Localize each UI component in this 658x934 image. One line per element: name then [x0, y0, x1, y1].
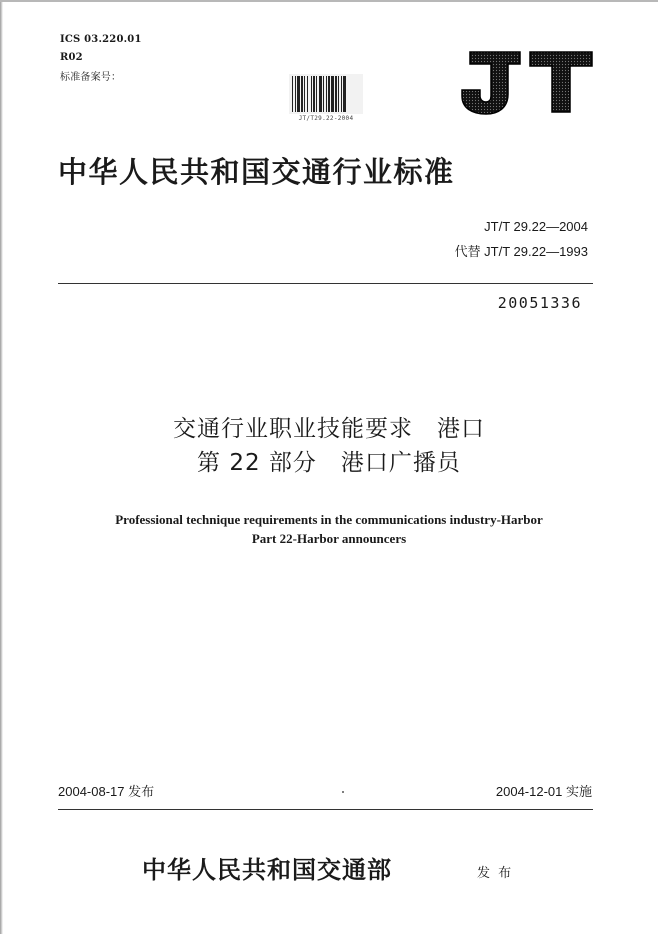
jt-logo: [456, 48, 598, 116]
replaces-standard: 代替 JT/T 29.22—1993: [454, 244, 588, 259]
issue-date: 2004-08-17 发布: [58, 784, 155, 799]
standard-category-title: 中华人民共和国交通行业标准: [58, 155, 455, 189]
barcode-caption: JT/T29.22-2004: [298, 115, 354, 122]
classification-code: R02: [60, 52, 83, 63]
scan-dot: [342, 791, 344, 793]
standard-number: JT/T 29.22—2004: [484, 219, 588, 234]
barcode-icon: [289, 74, 363, 114]
barcode: [289, 74, 363, 122]
english-title-line-1: Professional technique requirements in the communications industry-Harbor: [115, 512, 543, 527]
english-title-line-2: Part 22-Harbor announcers: [251, 531, 407, 546]
ics-code: ICS 03.220.01: [60, 34, 142, 45]
implementation-date: 2004-12-01 实施: [495, 784, 592, 799]
registration-number: 20051336: [497, 294, 582, 312]
filing-number-label: 标准备案号：: [60, 72, 122, 83]
issuing-authority: 中华人民共和国交通部: [142, 855, 392, 884]
divider-bottom: [58, 809, 593, 810]
divider-top: [58, 283, 593, 284]
chinese-title-line-2: 第 22 部分 港口广播员: [197, 450, 461, 476]
chinese-title-line-1: 交通行业职业技能要求 港口: [173, 416, 485, 442]
issuing-suffix: 发 布: [477, 866, 514, 881]
scan-edge-top: [0, 0, 658, 2]
